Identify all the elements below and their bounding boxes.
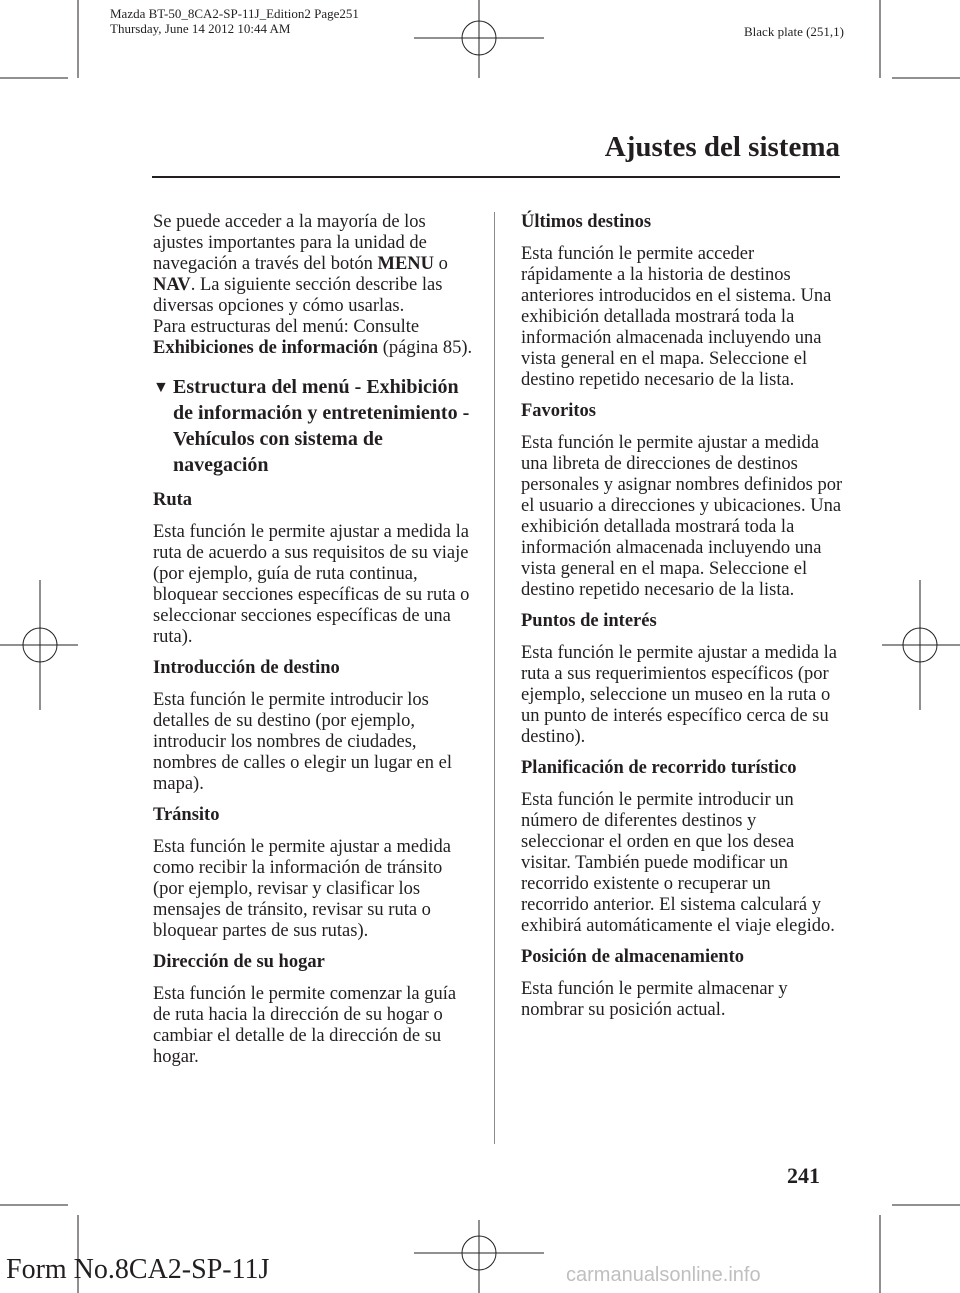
nav-button-name: NAV — [153, 275, 191, 295]
item-title-ultimos-destinos: Últimos destinos — [521, 212, 652, 232]
item-body-planificacion-recorrido: Esta función le permite introducir un número de diferentes destinos y seleccionar el orden en que los desea visitar. También puede modificar un recorrido existente o recuperar un recorrido anterior. El sistema calculará y exhibirá automáticamente el viaje elegido. — [521, 790, 835, 936]
plate-label: Black plate (251,1) — [744, 24, 844, 39]
right-column — [521, 212, 843, 1031]
form-number-footer: Form No.8CA2-SP-11J — [6, 1254, 270, 1285]
item-title-favoritos: Favoritos — [521, 401, 597, 421]
item-title-direccion-hogar: Dirección de su hogar — [153, 952, 325, 972]
item-body-posicion-almacenamiento: Esta función le permite almacenar y nombrar su posición actual. — [521, 979, 788, 1020]
triangle-marker-icon: ▼ — [153, 379, 169, 396]
item-title-posicion-almacenamiento: Posición de almacenamiento — [521, 947, 745, 967]
menu-structure-heading-text: Estructura del menú - Exhibición de información y entretenimiento - Vehículos con sistema de navegación — [173, 376, 470, 476]
print-header-file: Mazda BT-50_8CA2-SP-11J_Edition2 Page251 — [110, 6, 359, 21]
cross-reference-link[interactable]: Exhibiciones de información — [153, 338, 379, 358]
item-body-ultimos-destinos: Esta función le permite acceder rápidamente a la historia de destinos anteriores introducidos en el sistema. Una exhibición detallada mostrará toda la información almacenada incluyendo una vista general en el mapa. Seleccione el destino repetido necesario de la lista. — [521, 244, 832, 390]
intro-paragraph: Se puede acceder a la mayoría de los ajustes importantes para la unidad de navegación a través del botón MENU o NAV. La siguiente sección describe las diversas opciones y cómo usarlas. Para estructuras del menú: Consulte Exhibiciones de información (página 85). — [153, 212, 473, 358]
item-title-ruta: Ruta — [153, 490, 193, 510]
menu-button-name: MENU — [377, 254, 435, 274]
menu-structure-heading — [153, 374, 475, 478]
item-title-puntos-interes: Puntos de interés — [521, 611, 657, 631]
page-number: 241 — [787, 1163, 820, 1188]
print-header — [110, 6, 359, 36]
section-title: Ajustes del sistema — [604, 131, 840, 163]
print-header-date: Thursday, June 14 2012 10:44 AM — [110, 21, 291, 36]
column-divider — [494, 212, 495, 1144]
item-body-favoritos: Esta función le permite ajustar a medida una libreta de direcciones de destinos personales y asignar nombres definidos por el usuario a direcciones y ubicaciones. Una exhibición detallada mostrará toda la información almacenada incluyendo una vista general en el mapa. Seleccione el destino repetido necesario de la lista. — [521, 433, 843, 600]
title-rule — [152, 176, 840, 178]
left-column — [153, 212, 475, 1078]
item-title-planificacion-recorrido: Planificación de recorrido turístico — [521, 758, 797, 778]
item-body-transito: Esta función le permite ajustar a medida como recibir la información de tránsito (por ejemplo, revisar y clasificar los mensajes de tránsito, revisar su ruta o bloquear partes de sus rutas). — [153, 837, 451, 941]
item-title-transito: Tránsito — [153, 805, 220, 825]
item-body-ruta: Esta función le permite ajustar a medida la ruta de acuerdo a sus requisitos de su viaje (por ejemplo, guía de ruta continua, bloquear secciones específicas de su ruta o seleccionar secciones específicas de una ruta). — [153, 522, 470, 647]
item-body-introduccion-destino: Esta función le permite introducir los detalles de su destino (por ejemplo, introducir los nombres de ciudades, nombres de calles o elegir un lugar en el mapa). — [153, 690, 452, 794]
item-body-direccion-hogar: Esta función le permite comenzar la guía de ruta hacia la dirección de su hogar o cambiar el detalle de la dirección de su hogar. — [153, 984, 457, 1067]
item-title-introduccion-destino: Introducción de destino — [153, 658, 340, 678]
item-body-puntos-interes: Esta función le permite ajustar a medida la ruta a sus requerimientos específicos (por ejemplo, seleccione un museo en la ruta o un punto de interés específico cerca de su destino). — [521, 643, 837, 747]
watermark: carmanualsonline.info — [566, 1264, 761, 1286]
